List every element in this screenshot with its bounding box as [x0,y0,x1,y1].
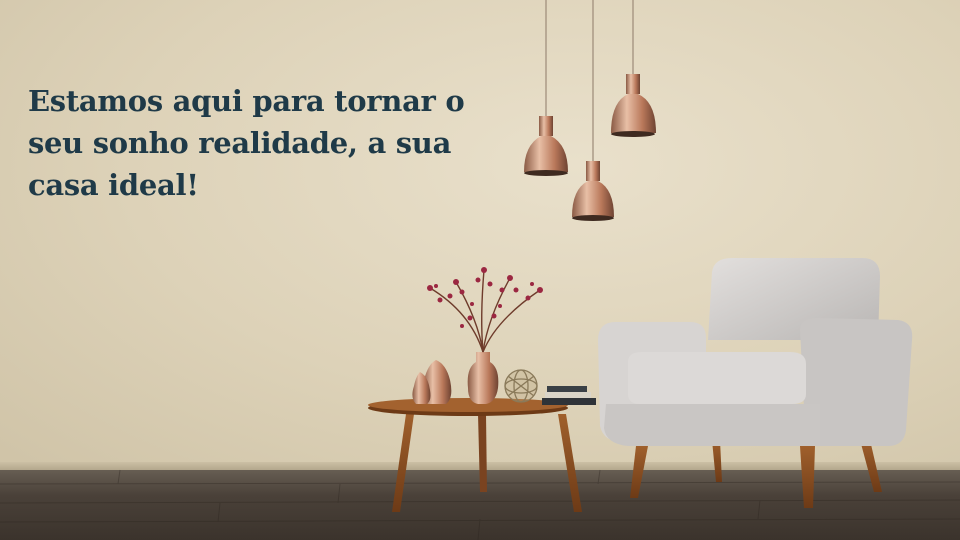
armchair-icon [598,258,912,508]
pendant-lamp-icon [572,0,614,221]
coffee-table-icon [368,398,582,512]
pendant-lamp-icon [611,0,656,137]
hero-headline: Estamos aqui para tornar o seu sonho realidade, a sua casa ideal! [28,84,465,202]
decor-sphere-icon [505,370,537,402]
vase-icon [412,360,451,404]
pendant-lamp-icon [524,0,568,176]
vase-icon [468,352,499,404]
branch-icon [430,270,540,352]
books-icon [542,386,596,405]
